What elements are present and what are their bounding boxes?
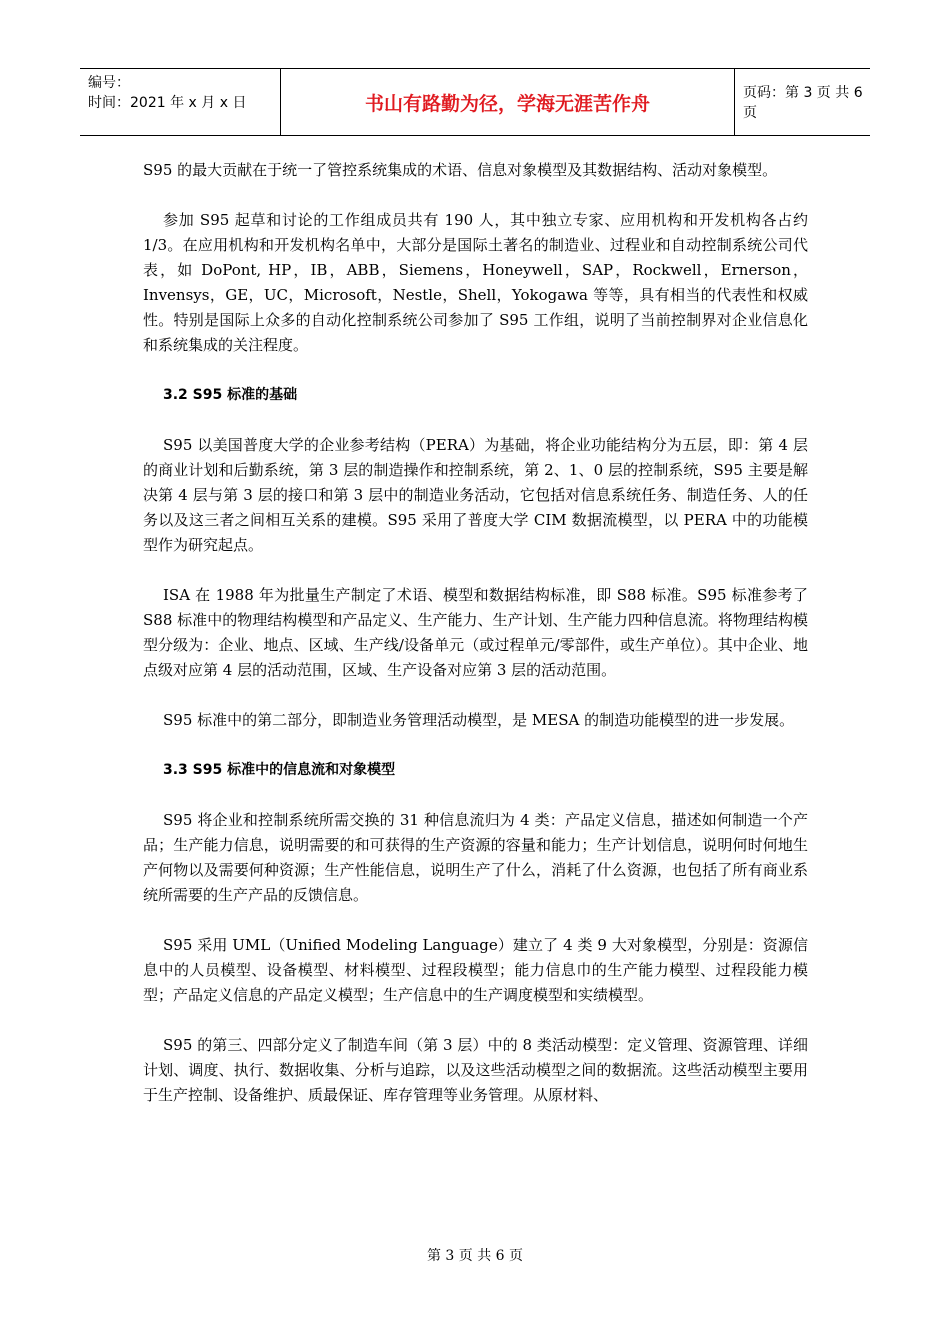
header-page-info: 页码：第 3 页 共 6 页 <box>743 85 863 121</box>
page-header <box>80 68 870 136</box>
paragraph: S95 的第三、四部分定义了制造车间（第 3 层）中的 8 类活动模型：定义管理、资源管理、详细计划、调度、执行、数据收集、分析与追踪，以及这些活动模型之间的数据流。这些活动模型主要用于生产控制、设备维护、质最保证、库存管理等业务管理。从原材料、 <box>143 1036 808 1104</box>
paragraph: S95 将企业和控制系统所需交换的 31 种信息流归为 4 类：产品定义信息，描述如何制造一个产品；生产能力信息，说明需要的和可获得的生产资源的容量和能力；生产计划信息，说明何时何地生产何物以及需要何种资源；生产性能信息，说明生产了什么，消耗了什么资源，也包括了所有商业系统所需要的生产产品的反馈信息。 <box>143 811 808 904</box>
header-motto: 书山有路勤为径，学海无涯苦作舟 <box>280 69 735 135</box>
paragraph: S95 标准中的第二部分，即制造业务管理活动模型，是 MESA 的制造功能模型的进一步发展。 <box>163 711 795 729</box>
page-footer: 第 3 页 共 6 页 <box>426 1248 524 1264</box>
paragraph: S95 以美国普度大学的企业参考结构（PERA）为基础，将企业功能结构分为五层，即：第 4 层的商业计划和后勤系统，第 3 层的制造操作和控制系统，第 2、1、0 层的控制系统，S95 主要是解决第 4 层与第 3 层的接口和第 3 层中的制造业务活动，它包括对信息系统任务、制造任务、人的任务以及这三者之间相互关系的建模。S95 采用了普度大学 CIM 数据流模型，以 PERA 中的功能模型作为研究起点。 <box>143 436 808 554</box>
paragraph: S95 采用 UML（Unified Modeling Language）建立了 4 类 9 大对象模型，分别是：资源信息中的人员模型、设备模型、材料模型、过程段模型；能力信息巾的生产能力模型、过程段能力模型；产品定义信息的产品定义模型；生产信息中的生产调度模型和实绩模型。 <box>143 936 808 1004</box>
paragraph: 参加 S95 起草和讨论的工作组成员共有 190 人，其中独立专家、应用机构和开发机构各占约 1/3。在应用机构和开发机构名单中，大部分是国际土著名的制造业、过程业和自动控制系统公司代表，如 DoPont, HP，IB，ABB，Siemens，Honeywell，SAP，Rockwell，Ernerson，Invensys，GE，UC，Microsoft，Nestle，Shell，Yokogawa 等等，具有相当的代表性和权威性。特别是国际上众多的自动化控制系统公司参加了 S95 工作组，说明了当前控制界对企业信息化和系统集成的关注程度。 <box>143 211 808 354</box>
document-date: 时间：2021 年 x 月 x 日 <box>88 95 247 111</box>
paragraph: S95 的最大贡献在于统一了管控系统集成的术语、信息对象模型及其数据结构、活动对象模型。 <box>143 161 778 179</box>
document-body <box>143 158 808 1133</box>
header-meta-cell <box>80 69 280 135</box>
section-heading: 3.3 S95 标准中的信息流和对象模型 <box>163 762 396 778</box>
document-id-label: 编号： <box>88 75 130 91</box>
section-heading: 3.2 S95 标准的基础 <box>163 387 298 403</box>
paragraph: ISA 在 1988 年为批量生产制定了术语、模型和数据结构标准，即 S88 标准。S95 标准参考了 S88 标准中的物理结构模型和产品定义、生产能力、生产计划、生产能力四种信息流。将物理结构模型分级为：企业、地点、区域、生产线/设备单元（或过程单元/零部件，或生产单位）。其中企业、地点级对应第 4 层的活动范围，区域、生产设备对应第 3 层的活动范围。 <box>143 586 808 679</box>
